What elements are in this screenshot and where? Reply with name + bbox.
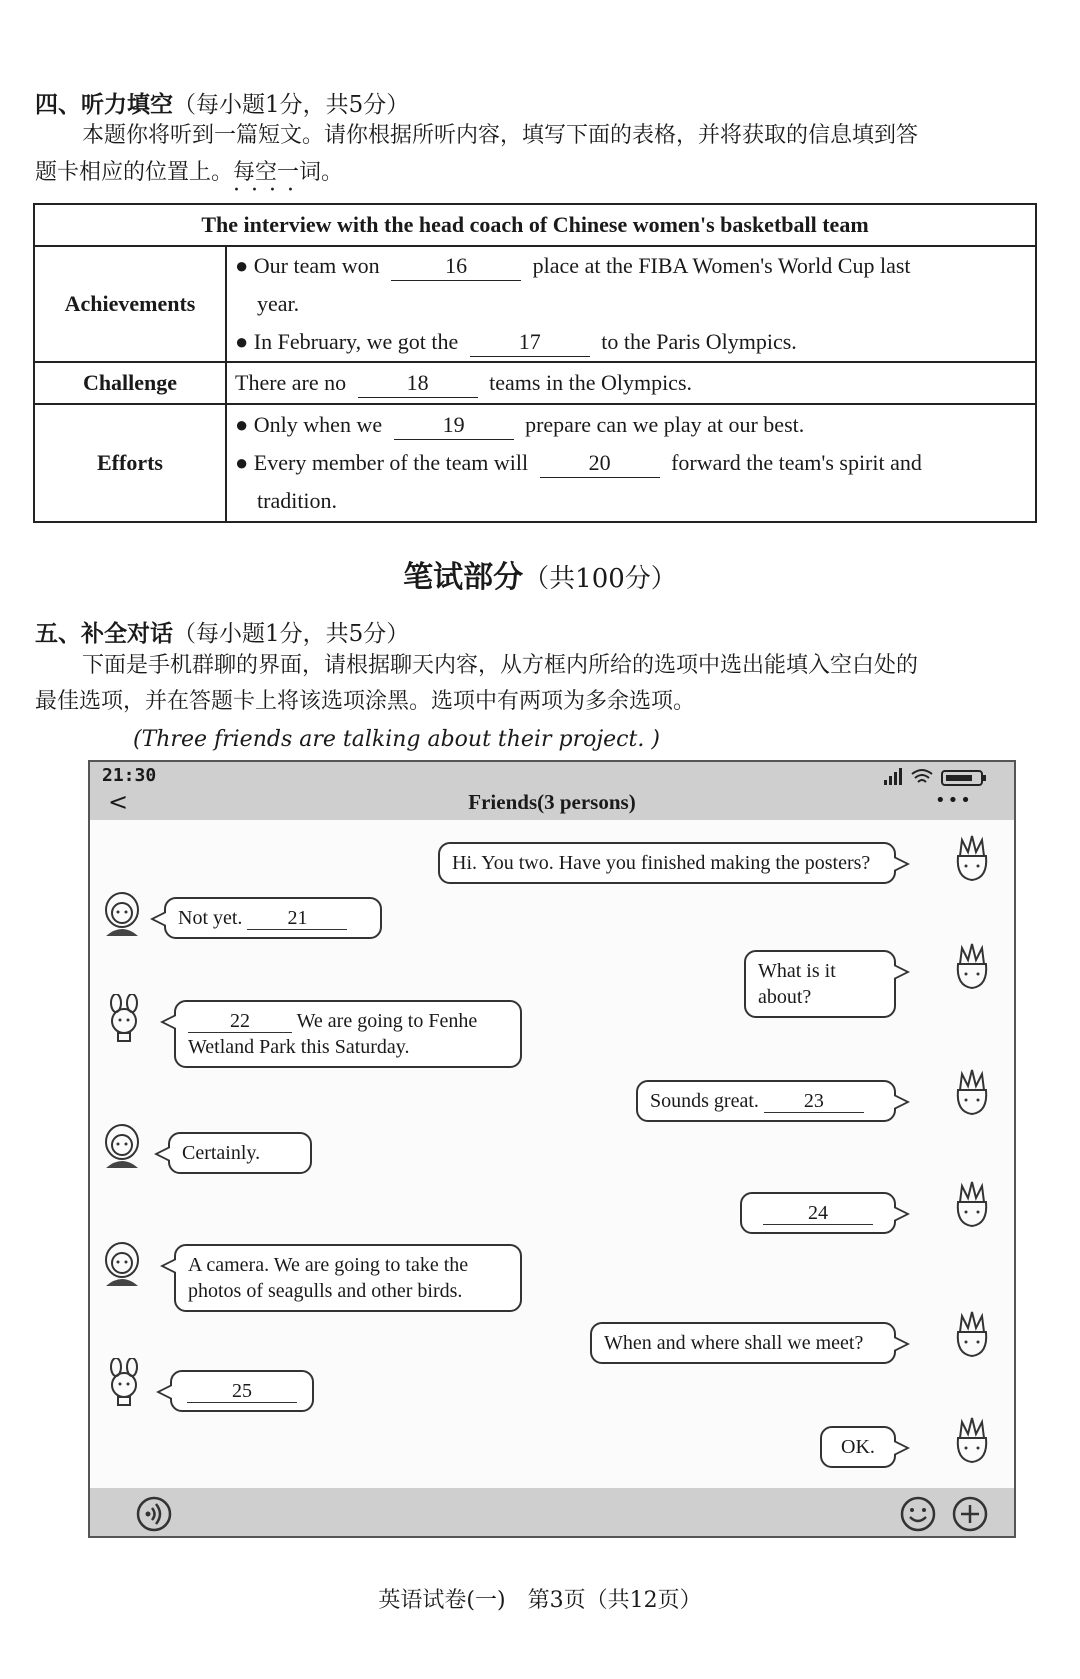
section5-instruction-line2: 最佳选项，并在答题卡上将该选项涂黑。选项中有两项为多余选项。 — [35, 689, 696, 714]
row-label-efforts: Efforts — [34, 404, 226, 522]
row-label-achievements: Achievements — [34, 246, 226, 362]
unicorn-avatar-icon — [950, 942, 994, 990]
rabbit-avatar-icon — [102, 1358, 146, 1406]
achievements-line3 — [235, 323, 1027, 361]
add-icon[interactable] — [952, 1496, 988, 1532]
achievements-line1 — [235, 247, 1027, 285]
text-segment: prepare can we play at our best. — [525, 412, 805, 437]
text-segment: There are no — [235, 369, 347, 395]
signal-icon — [884, 768, 902, 785]
text-segment: ● Our team won — [235, 253, 380, 278]
chat-bubble — [636, 1080, 896, 1122]
text-segment: ● Every member of the team will — [235, 450, 529, 475]
text-segment: forward the team's spirit and — [671, 450, 922, 475]
back-button[interactable]: < — [108, 788, 129, 816]
section4-instruction-line1 — [82, 118, 1042, 154]
status-time: 21:30 — [102, 765, 157, 786]
table-header: The interview with the head coach of Chinese women's basketball team — [34, 204, 1036, 246]
unicorn-avatar-icon — [950, 1310, 994, 1358]
blank-21[interactable]: 21 — [247, 907, 347, 930]
row-label-challenge: Challenge — [34, 362, 226, 404]
section4-instr-2c: 。 — [321, 160, 344, 185]
row-content-challenge — [226, 362, 1036, 404]
text-segment: ● In February, we got the — [235, 329, 459, 354]
message-line1: A camera. We are going to take the — [188, 1254, 469, 1276]
chat-bubble — [590, 1322, 896, 1364]
chat-bubble — [164, 897, 382, 939]
emoji-icon[interactable] — [900, 1496, 936, 1532]
blank-20[interactable]: 20 — [540, 449, 660, 478]
chat-bubble — [168, 1132, 312, 1174]
table-row-achievements — [34, 246, 1036, 362]
girl-avatar-icon — [100, 1122, 144, 1170]
voice-icon[interactable] — [136, 1496, 172, 1532]
text-segment: ● Only when we — [235, 412, 383, 437]
row-content-achievements — [226, 246, 1036, 362]
phone-chat-screen — [88, 760, 1016, 1538]
phone-input-bar — [90, 1488, 1014, 1536]
blank-24[interactable]: 24 — [763, 1202, 873, 1225]
text-segment: place at the FIBA Women's World Cup last — [532, 253, 911, 278]
written-note: （共100分） — [523, 564, 677, 594]
blank-25[interactable]: 25 — [187, 1380, 297, 1403]
written-title: 笔试部分 — [403, 560, 524, 595]
text-segment: teams in the Olympics. — [489, 369, 693, 395]
girl-avatar-icon — [100, 890, 144, 938]
chat-bubble — [170, 1370, 314, 1412]
section5-title-note: （每小题1分，共5分） — [173, 621, 410, 647]
message-text: What is it about? — [758, 960, 836, 1008]
chat-bubble — [740, 1192, 896, 1234]
written-part-title — [0, 552, 1080, 596]
blank-23[interactable]: 23 — [764, 1090, 864, 1113]
section5-title — [35, 615, 409, 648]
efforts-line2 — [235, 444, 1027, 482]
blank-17[interactable]: 17 — [470, 328, 590, 357]
achievements-line2: year. — [257, 291, 300, 316]
blank-22[interactable]: 22 — [188, 1010, 292, 1033]
message-text: We are going to Fenhe — [296, 1010, 478, 1032]
rabbit-avatar-icon — [102, 994, 146, 1042]
message-line2: Wetland Park this Saturday. — [188, 1036, 410, 1058]
table-row-challenge — [34, 362, 1036, 404]
message-text: Not yet. — [178, 907, 243, 929]
unicorn-avatar-icon — [950, 834, 994, 882]
section4-instr-2a: 题卡相应的位置上。 — [35, 160, 234, 185]
unicorn-avatar-icon — [950, 1416, 994, 1464]
more-menu-button[interactable]: ••• — [935, 790, 973, 811]
chat-bubble — [744, 950, 896, 1018]
chat-bubble — [174, 1000, 522, 1068]
section4-instr-1: 本题你将听到一篇短文。请你根据所听内容，填写下面的表格，并将获取的信息填到答 — [82, 123, 919, 148]
unicorn-avatar-icon — [950, 1068, 994, 1116]
message-text: OK. — [841, 1436, 875, 1458]
chat-title: Friends(3 persons) — [468, 790, 636, 814]
battery-icon — [942, 771, 986, 785]
girl-avatar-icon — [100, 1240, 144, 1288]
chat-bubble — [438, 842, 896, 884]
chat-bubble — [820, 1426, 896, 1468]
section4-title-bold: 四、听力填空 — [35, 91, 173, 118]
section4-title-note: （每小题1分，共5分） — [173, 92, 410, 118]
message-text: Certainly. — [182, 1142, 261, 1164]
row-content-efforts — [226, 404, 1036, 522]
page-footer: 英语试卷(一) 第3页（共12页） — [378, 1588, 702, 1613]
section5-title-bold: 五、补全对话 — [35, 620, 173, 647]
section4-instruction-line2 — [35, 155, 1035, 191]
unicorn-avatar-icon — [950, 1180, 994, 1228]
listening-table — [33, 203, 1037, 523]
message-text: Sounds great. — [650, 1090, 759, 1112]
blank-16[interactable]: 16 — [391, 252, 521, 281]
blank-19[interactable]: 19 — [394, 411, 514, 440]
wifi-icon — [912, 770, 932, 782]
message-text: When and where shall we meet? — [604, 1332, 864, 1354]
efforts-line1 — [235, 406, 1027, 444]
chat-bubble — [174, 1244, 522, 1312]
section5-instruction-line1: 下面是手机群聊的界面，请根据聊天内容，从方框内所给的选项中选出能填入空白处的 — [82, 653, 919, 678]
message-line2: photos of seagulls and other birds. — [188, 1280, 463, 1302]
message-line1 — [188, 1008, 508, 1034]
status-icons — [882, 766, 998, 788]
message-text: Hi. You two. Have you finished making the posters? — [452, 852, 871, 874]
table-row-efforts — [34, 404, 1036, 522]
section5-context: (Three friends are talking about their project. ) — [133, 727, 660, 752]
section4-title — [35, 86, 409, 119]
blank-18[interactable]: 18 — [358, 369, 478, 398]
efforts-line3: tradition. — [257, 488, 338, 513]
section4-instr-emphasis: 每空一词 · · · · — [233, 155, 321, 191]
text-segment: to the Paris Olympics. — [601, 329, 797, 354]
